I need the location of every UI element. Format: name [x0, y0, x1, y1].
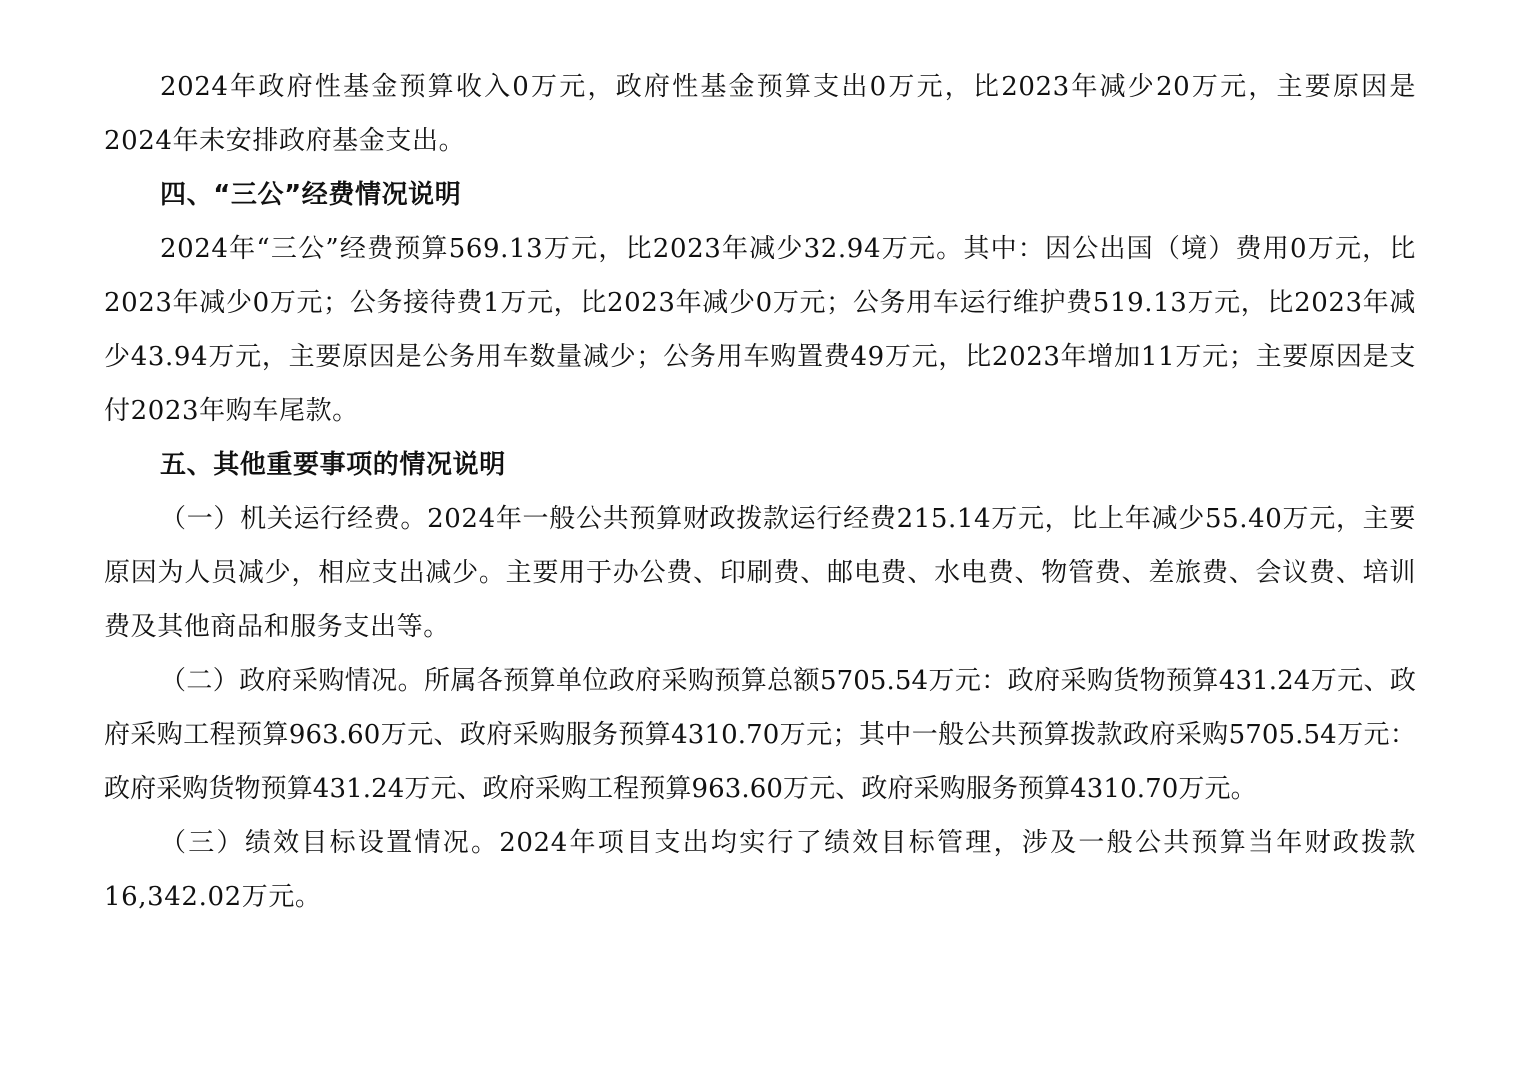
paragraph-government-procurement: （二）政府采购情况。所属各预算单位政府采购预算总额5705.54万元：政府采购货物预算431.24万元、政府采购工程预算963.60万元、政府采购服务预算4310.70万元；其中一般公共预算拨款政府采购5705.54万元：政府采购货物预算431.24万元、政府采购工程预算963.60万元、政府采购服务预算4310.70万元。 — [104, 666, 1416, 804]
document-page — [104, 60, 1416, 924]
paragraph-operating-costs: （一）机关运行经费。2024年一般公共预算财政拨款运行经费215.14万元，比上年减少55.40万元，主要原因为人员减少，相应支出减少。主要用于办公费、印刷费、邮电费、水电费、物管费、差旅费、会议费、培训费及其他商品和服务支出等。 — [104, 504, 1416, 642]
section-heading-other-matters: 五、其他重要事项的情况说明 — [160, 450, 506, 480]
paragraph-three-public-expenses: 2024年“三公”经费预算569.13万元，比2023年减少32.94万元。其中：因公出国（境）费用0万元，比2023年减少0万元；公务接待费1万元，比2023年减少0万元；公务用车运行维护费519.13万元，比2023年减少43.94万元，主要原因是公务用车数量减少；公务用车购置费49万元，比2023年增加11万元；主要原因是支付2023年购车尾款。 — [104, 234, 1416, 426]
paragraph-government-fund: 2024年政府性基金预算收入0万元，政府性基金预算支出0万元，比2023年减少20万元，主要原因是2024年未安排政府基金支出。 — [104, 72, 1416, 156]
paragraph-performance-targets: （三）绩效目标设置情况。2024年项目支出均实行了绩效目标管理，涉及一般公共预算当年财政拨款16,342.02万元。 — [104, 828, 1416, 912]
section-heading-three-public-expenses: 四、“三公”经费情况说明 — [160, 180, 462, 210]
